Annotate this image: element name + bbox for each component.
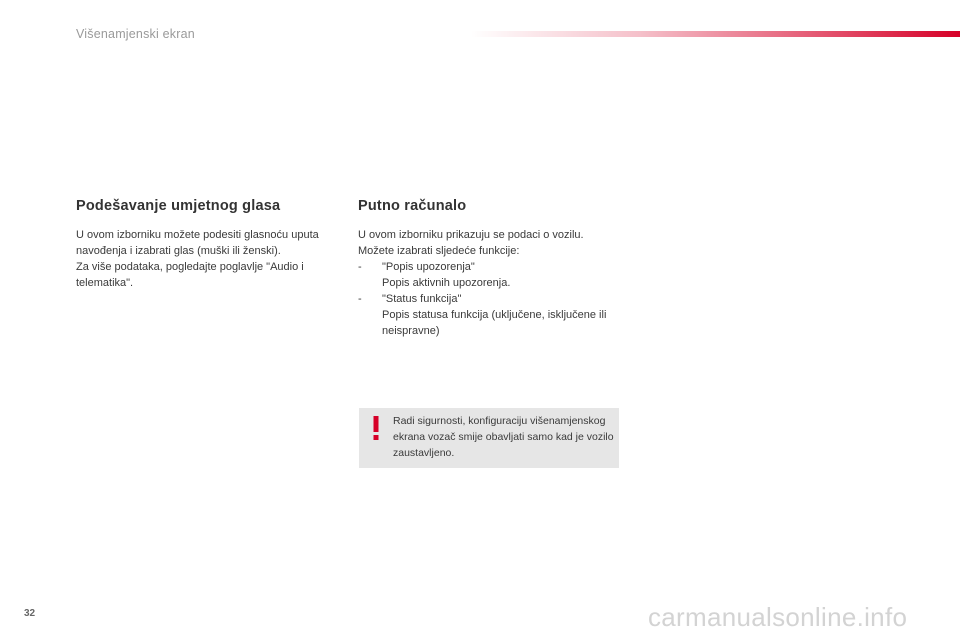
section-heading-trip-computer: Putno računalo — [358, 198, 467, 214]
voice-paragraph-2: Za više podataka, pogledajte poglavlje "Audio i telematika". — [76, 261, 304, 289]
header-accent-bar — [470, 31, 960, 37]
list-item-title: "Status funkcija" — [382, 293, 462, 305]
section-artificial-voice — [76, 198, 346, 291]
list-dash: - — [358, 293, 362, 305]
section-trip-computer — [358, 198, 628, 339]
list-item-title: "Popis upozorenja" — [382, 261, 475, 273]
warning-box — [359, 408, 619, 468]
list-item-description: Popis statusa funkcija (uključene, isključene ili neispravne) — [382, 309, 607, 337]
page-header-title: Višenamjenski ekran — [76, 27, 195, 41]
warning-text: Radi sigurnosti, konfiguraciju višenamjenskog ekrana vozač smije obavljati samo kad je vozilo zaustavljeno. — [393, 415, 614, 459]
watermark: carmanualsonline.info — [648, 602, 908, 632]
exclamation-icon — [373, 416, 379, 440]
trip-intro-2: Možete izabrati sljedeće funkcije: — [358, 245, 520, 257]
trip-intro-1: U ovom izborniku prikazuju se podaci o vozilu. — [358, 229, 584, 241]
list-dash: - — [358, 261, 362, 273]
list-item-description: Popis aktivnih upozorenja. — [382, 277, 511, 289]
voice-paragraph-1: U ovom izborniku možete podesiti glasnoću uputa navođenja i izabrati glas (muški ili ženski). — [76, 229, 319, 257]
list-item — [358, 291, 628, 339]
list-item — [358, 259, 628, 291]
page-number: 32 — [24, 608, 36, 619]
section-heading-voice: Podešavanje umjetnog glasa — [76, 198, 281, 214]
